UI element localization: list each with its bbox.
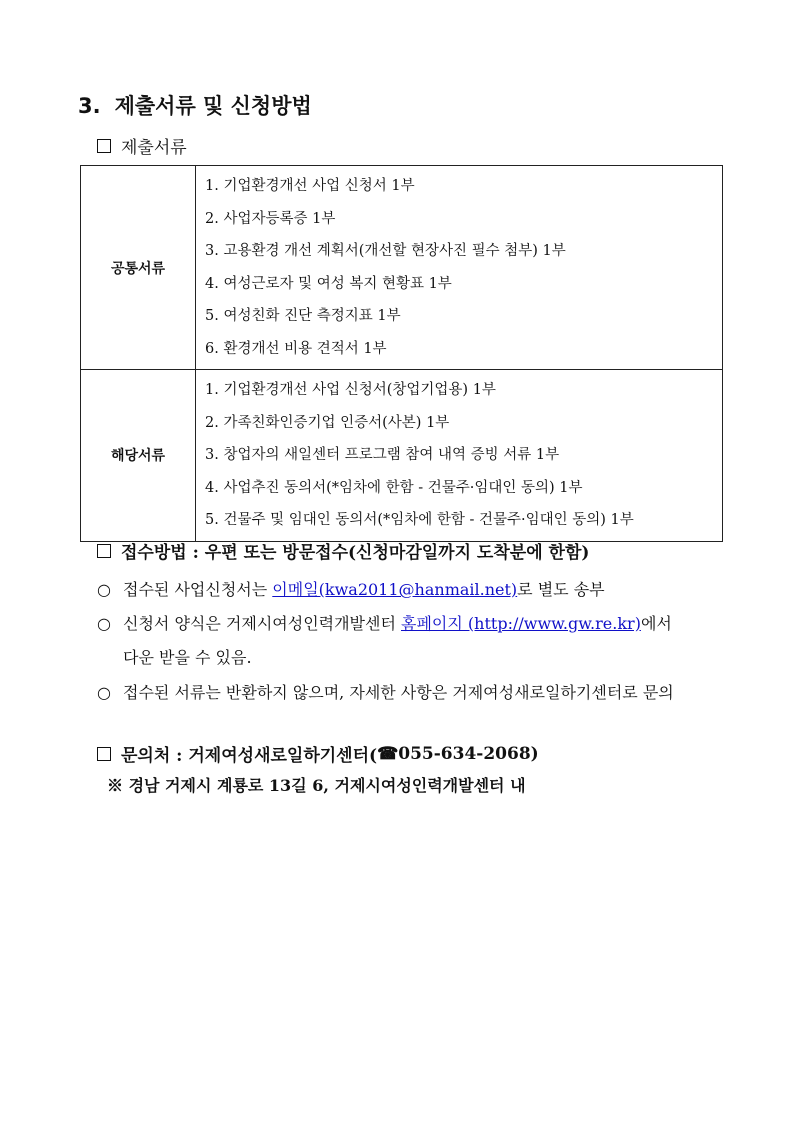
list-item: 5. 건물주 및 임대인 동의서(*임차에 한함 - 건물주·임대인 동의) 1부 xyxy=(205,512,634,528)
section-number: 3. xyxy=(78,94,101,118)
bullet-circle-icon: ○ xyxy=(97,683,111,702)
text: 에서 xyxy=(640,614,672,633)
list-item: 3. 고용환경 개선 계획서(개선할 현장사진 필수 첨부) 1부 xyxy=(205,243,566,259)
list-item: 1. 기업환경개선 사업 신청서(창업기업용) 1부 xyxy=(205,382,496,398)
table-row xyxy=(81,370,723,542)
bullet-circle-icon: ○ xyxy=(97,580,111,599)
reception-line-2 xyxy=(97,611,672,634)
documents-title xyxy=(97,133,187,158)
homepage-link[interactable]: 홈페이지 (http://www.gw.re.kr) xyxy=(401,614,641,633)
reception-title-text: 접수방법 : 우편 또는 방문접수(신청마감일까지 도착분에 한함) xyxy=(121,543,590,563)
text: 접수된 서류는 반환하지 않으며, 자세한 사항은 거제여성새로일하기센터로 문의 xyxy=(123,683,674,702)
list-item: 6. 환경개선 비용 견적서 1부 xyxy=(205,340,387,357)
text: 로 별도 송부 xyxy=(517,580,605,599)
reception-line-2-cont: 다운 받을 수 있음. xyxy=(123,648,252,667)
documents-title-text: 제출서류 xyxy=(121,138,187,158)
contact-title xyxy=(97,741,539,766)
list-item: 4. 사업추진 동의서(*임차에 한함 - 건물주·임대인 동의) 1부 xyxy=(205,479,583,496)
checkbox-square-icon xyxy=(97,544,111,558)
common-docs-list xyxy=(196,166,723,370)
section-title: 제출서류 및 신청방법 xyxy=(114,94,312,118)
list-item: 4. 여성근로자 및 여성 복지 현황표 1부 xyxy=(205,275,452,292)
list-item: 2. 사업자등록증 1부 xyxy=(205,210,336,227)
list-item: 1. 기업환경개선 사업 신청서 1부 xyxy=(205,178,415,194)
reception-line-1 xyxy=(97,577,605,600)
list-item: 5. 여성친화 진단 측정지표 1부 xyxy=(205,308,401,324)
address-note: ※ 경남 거제시 계룡로 13길 6, 거제시여성인력개발센터 내 xyxy=(107,776,526,795)
applicable-docs-list xyxy=(196,370,723,542)
category-applicable: 해당서류 xyxy=(81,370,196,542)
checkbox-square-icon xyxy=(97,747,111,761)
contact-title-text: 문의처 : 거제여성새로일하기센터( xyxy=(121,746,378,766)
email-link[interactable]: 이메일(kwa2011@hanmail.net) xyxy=(272,580,518,599)
bullet-circle-icon: ○ xyxy=(97,614,111,633)
phone-number: 055-634-2068) xyxy=(398,743,539,764)
text: 접수된 사업신청서는 xyxy=(123,580,273,599)
text: 신청서 양식은 거제시여성인력개발센터 xyxy=(123,614,402,633)
category-common: 공통서류 xyxy=(81,166,196,370)
reception-line-3 xyxy=(97,680,674,703)
list-item: 3. 창업자의 새일센터 프로그램 참여 내역 증빙 서류 1부 xyxy=(205,447,560,463)
checkbox-square-icon xyxy=(97,139,111,153)
section-heading xyxy=(78,90,312,120)
phone-icon: ☎ xyxy=(377,743,399,764)
list-item: 2. 가족친화인증기업 인증서(사본) 1부 xyxy=(205,414,450,431)
reception-title xyxy=(97,538,589,563)
documents-table xyxy=(80,165,723,542)
table-row xyxy=(81,166,723,370)
